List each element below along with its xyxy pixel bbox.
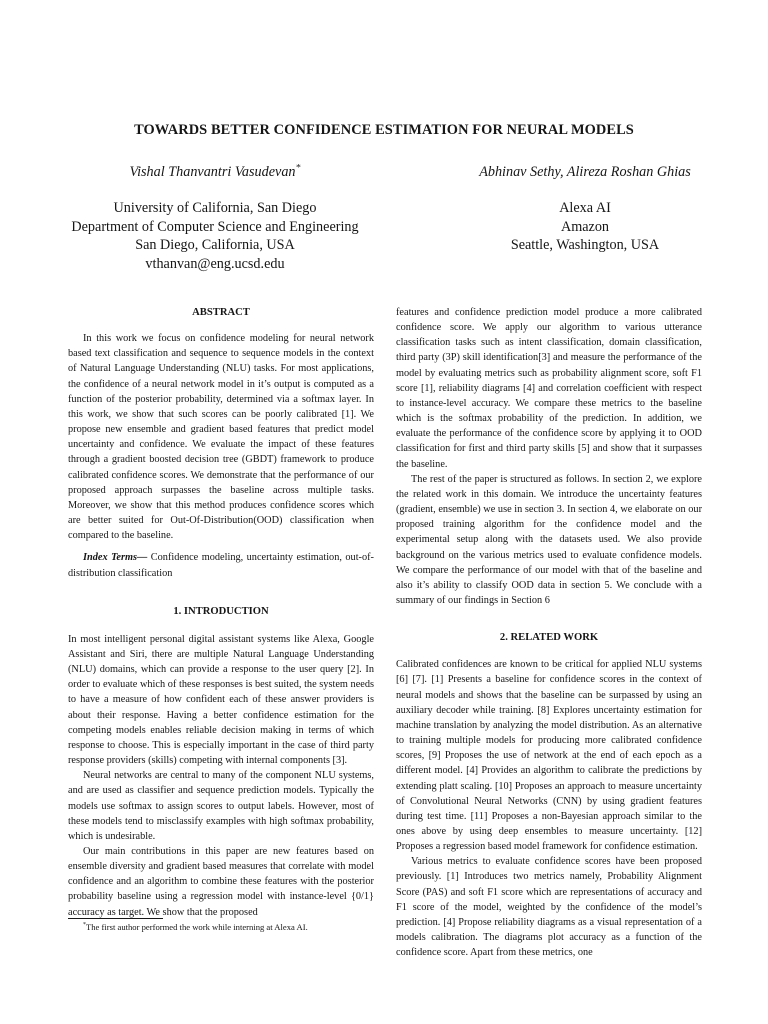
footnote-text: The first author performed the work while interning at Alexa AI.	[86, 922, 308, 932]
author-right: Abhinav Sethy, Alireza Roshan Ghias	[479, 164, 691, 180]
paper-title: TOWARDS BETTER CONFIDENCE ESTIMATION FOR NEURAL MODELS	[134, 122, 634, 138]
affiliation-right	[410, 199, 760, 255]
right-column	[396, 305, 702, 960]
affiliation-line: University of California, San Diego	[113, 200, 317, 216]
author-left-name: Vishal Thanvantri Vasudevan	[129, 164, 296, 180]
index-terms-text: Confidence modeling, uncertainty estimation, out-of-distribution classification	[68, 552, 374, 579]
affiliation-left	[40, 199, 390, 274]
related-work-heading: 2. RELATED WORK	[499, 632, 599, 644]
affiliation-line: San Diego, California, USA	[135, 237, 295, 254]
affiliation-line: Alexa AI	[559, 200, 611, 216]
introduction-heading: 1. INTRODUCTION	[173, 605, 269, 617]
body-paragraph: The rest of the paper is structured as follows. In section 2, we explore the related work in this domain. We introduce the uncertainty features (gradient, ensemble) we use in section 3. In section 4, we elaborate on our proposed training algorithm for the confidence model and the experimental setup along with the datasets used. We also provide background on the various metrics used to evaluate confidence models. We compare the performance of our model with that of the baseline and also it’s ability to classify OOD data in section 5. We conclude with a summary of our findings in Section 6	[396, 473, 702, 606]
abstract-heading: ABSTRACT	[192, 307, 250, 318]
introduction-paragraph: Our main contributions in this paper are new features based on ensemble diversity and gradient based measures that correlate with model confidence and an algorithm to combine these features with the posterior probability baseline using a regression model with instance-level {0/1} accuracy as target. We show that the proposed	[68, 846, 374, 918]
index-terms	[68, 550, 374, 580]
affiliation-line: Amazon	[560, 218, 610, 235]
footnote	[68, 922, 374, 933]
introduction-paragraph: In most intelligent personal digital assistant systems like Alexa, Google Assistant and Siri, there are multiple Natural Language Understanding (NLU) domains, which can provide a response to the user query [2]. In order to evaluate which of these responses is best suited, the system needs to have a measure of how confident each of these answer providers is about their response. Having a better confidence estimation for the competing models enables reliable decision making in terms of which response to choose. This is especially important in the case of third party response providers (skills) competing with internal components [3].	[68, 633, 374, 767]
abstract-text: In this work we focus on confidence modeling for neural network based text classification and sequence to sequence models in the context of Natural Language Understanding (NLU) tasks. For most applications, the confidence of a neural network model in it’s output is computed as a function of the posterior probability, determined via a softmax layer. In this work, we show that such scores can be poorly calibrated [1]. We propose new ensemble and gradient based features that predict model uncertainty and confidence. We evaluate the impact of these features through a gradient boosted decision tree (GBDT) framework to produce calibrated confidence scores. We demonstrate that the performance of our proposed approach surpasses the baseline across multiple tasks. Moreover, we show that this method produces confidence scores which are better suited for Out-Of-Distribution(OOD) classification when compared to the baseline.	[68, 333, 374, 542]
author-footnote-marker: *	[295, 162, 301, 174]
body-paragraph: features and confidence prediction model produce a more calibrated confidence score. We apply our algorithm to various utterance classification tasks such as intent classification, domain classification, third party (3P) skill identification[3] and measure the performance of the model by evaluating metrics such as probability alignment score, soft F1 score [1], reliability diagrams [4] and correlation coefficient with respect to instance-level accuracy. We compare these metrics to the baseline which is the softmax probability of the prediction. In addition, we evaluate the performance of the confidence score by applying it to OOD classification for first and third party skills [5] and show that it surpasses the baseline.	[396, 307, 702, 470]
affiliation-line: Seattle, Washington, USA	[510, 237, 660, 254]
introduction-paragraph: Neural networks are central to many of the component NLU systems, and are used as classifier and sequence prediction models. Typically the models use softmax to assign scores to output labels. However, most of these models tend to misclassify examples with high softmax probability, which is undesirable.	[68, 770, 374, 842]
left-column	[68, 305, 374, 920]
author-left	[40, 164, 390, 181]
related-work-paragraph: Various metrics to evaluate confidence scores have been proposed previously. [1] Introduces two metrics namely, Probability Alignment Score (PAS) and soft F1 score which are representations of accuracy and F1 score of the model, weighted by the confidence of the model’s prediction. [4] Propose reliability diagrams as a visual representation of a models calibration. The diagrams plot accuracy as a function of the confidence score. Apart from these metrics, one	[396, 856, 702, 959]
author-email: vthanvan@eng.ucsd.edu	[145, 256, 285, 273]
footnote-marker: *	[83, 922, 87, 929]
related-work-paragraph: Calibrated confidences are known to be critical for applied NLU systems [6] [7]. [1] Presents a baseline for confidence scores in the context of neural models and shows that the baseline can be surpassed by using an auxiliary decoder while training. [8] Explores uncertainty estimation for machine translation by analyzing the model distribution. As an alternative to training multiple models for producing more calibrated confidence scores, [9] Proposes the use of network at the end of each epoch as a different model. [4] Provides an algorithm to calibrate the predictions by extending platt scaling. [10] Proposes an approach to measure uncertainty of Convolutional Neural Networks (CNN) by using gradient features during test time. [11] Proposes a non-Bayesian approach similar to the ones above by using deep ensembles to measure uncertainty. [12] Proposes a regression based model framework for confidence estimation.	[396, 659, 702, 853]
affiliation-line: Department of Computer Science and Engineering	[71, 218, 359, 235]
footnote-rule	[68, 918, 163, 919]
index-terms-label: Index Terms—	[83, 552, 148, 564]
